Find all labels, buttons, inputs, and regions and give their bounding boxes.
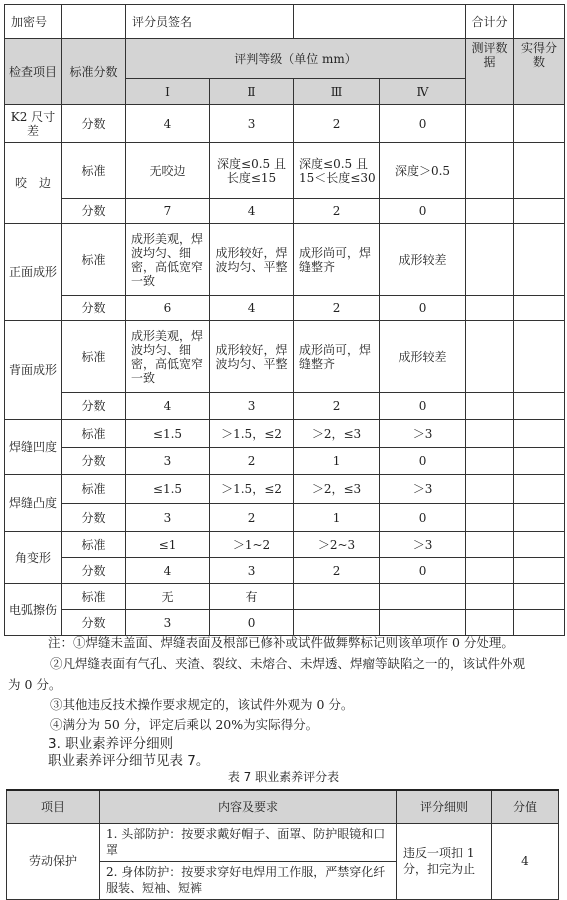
row-label-standard: 标准 <box>62 143 126 199</box>
score-cell: 1 <box>294 504 380 532</box>
standard-cell: 无咬边 <box>126 143 210 199</box>
standard-cell: ＞2，≤3 <box>294 420 380 448</box>
actual-cell <box>514 143 565 199</box>
score-cell: 3 <box>126 610 210 636</box>
score-cell: 4 <box>126 105 210 143</box>
actual-cell <box>514 296 565 321</box>
score-cell: 3 <box>210 558 294 584</box>
actual-score-header: 实得分数 <box>514 39 565 105</box>
measured-cell <box>466 393 514 420</box>
standard-cell: ≤1.5 <box>126 420 210 448</box>
score-cell: 3 <box>126 448 210 475</box>
standard-cell: ＞3 <box>380 420 466 448</box>
measured-cell <box>466 296 514 321</box>
score-cell: 7 <box>126 199 210 224</box>
actual-cell <box>514 504 565 532</box>
grader-signature-header: 评分员签名 <box>126 5 294 39</box>
note-1: 注：①焊缝未盖面、焊缝表面及根部已修补或试件做舞弊标记则该单项作 0 分处理。 <box>48 635 514 650</box>
measured-cell <box>466 143 514 199</box>
item-angular-label: 角变形 <box>5 532 62 584</box>
t7-item-labor-protection: 劳动保护 <box>7 823 100 899</box>
note-2-continued: 为 0 分。 <box>8 677 62 692</box>
encrypt-no-cell <box>62 5 126 39</box>
score-cell: 0 <box>380 558 466 584</box>
level-3-header: Ⅲ <box>294 79 380 105</box>
std-score-header: 标准分数 <box>62 39 126 105</box>
standard-cell: 成形尚可，焊缝整齐 <box>294 224 380 296</box>
standard-cell: ＞1~2 <box>210 532 294 558</box>
empty-cell <box>380 610 466 636</box>
score-cell: 2 <box>294 296 380 321</box>
standard-cell: 成形美观，焊波均匀、细密，高低宽窄一致 <box>126 224 210 296</box>
empty-cell <box>294 584 380 610</box>
row-label-score: 分数 <box>62 296 126 321</box>
t7-header-content: 内容及要求 <box>100 790 397 823</box>
measured-cell <box>466 420 514 448</box>
standard-cell: 深度＞0.5 <box>380 143 466 199</box>
t7-header-value: 分值 <box>492 790 559 823</box>
row-label-standard: 标准 <box>62 224 126 296</box>
row-label-score: 分数 <box>62 610 126 636</box>
encrypt-no-header: 加密号 <box>5 5 62 39</box>
standard-cell: 有 <box>210 584 294 610</box>
score-cell: 0 <box>380 504 466 532</box>
standard-cell: 成形较好，焊波均匀、平整 <box>210 321 294 393</box>
actual-cell <box>514 475 565 504</box>
row-label-score: 分数 <box>62 199 126 224</box>
item-back-form-label: 背面成形 <box>5 321 62 420</box>
score-cell: 2 <box>294 199 380 224</box>
score-cell: 4 <box>126 558 210 584</box>
score-cell: 2 <box>294 105 380 143</box>
level-2-header: Ⅱ <box>210 79 294 105</box>
score-cell: 0 <box>380 393 466 420</box>
grade-heading: 评判等级（单位 mm） <box>126 39 466 79</box>
score-cell: 2 <box>294 393 380 420</box>
empty-cell <box>294 610 380 636</box>
actual-cell <box>514 420 565 448</box>
standard-cell: ＞1.5，≤2 <box>210 475 294 504</box>
note-2: ②凡焊缝表面有气孔、夹渣、裂纹、未熔合、未焊透、焊瘤等缺陷之一的，该试件外观 <box>50 656 526 671</box>
row-label-score: 分数 <box>62 448 126 475</box>
row-label-score: 分数 <box>62 393 126 420</box>
actual-cell <box>514 105 565 143</box>
standard-cell: ＞2，≤3 <box>294 475 380 504</box>
score-cell: 3 <box>210 393 294 420</box>
measured-cell <box>466 448 514 475</box>
row-label-score: 分数 <box>62 504 126 532</box>
item-undercut-label: 咬 边 <box>5 143 62 224</box>
measured-cell <box>466 224 514 296</box>
measured-cell <box>466 504 514 532</box>
measured-cell <box>466 532 514 558</box>
standard-cell: 成形尚可，焊缝整齐 <box>294 321 380 393</box>
standard-cell: 无 <box>126 584 210 610</box>
item-convexity-label: 焊缝凸度 <box>5 475 62 532</box>
item-front-form-label: 正面成形 <box>5 224 62 321</box>
score-cell: 4 <box>210 296 294 321</box>
actual-cell <box>514 532 565 558</box>
row-label-standard: 标准 <box>62 321 126 393</box>
row-label-standard: 标准 <box>62 420 126 448</box>
section-text: 职业素养评分细节见表 7。 <box>48 753 210 769</box>
actual-cell <box>514 321 565 393</box>
section-heading: 3. 职业素养评分细则 <box>48 736 174 752</box>
grader-signature-cell <box>294 5 466 39</box>
item-concavity-label: 焊缝凹度 <box>5 420 62 475</box>
actual-cell <box>514 558 565 584</box>
note-4: ④满分为 50 分，评定后乘以 20%为实际得分。 <box>50 717 319 732</box>
measured-cell <box>466 558 514 584</box>
measured-data-header: 测评数据 <box>466 39 514 105</box>
table7-caption: 表 7 职业素养评分表 <box>227 770 340 784</box>
score-cell: 2 <box>210 448 294 475</box>
row-label-score: 分数 <box>62 105 126 143</box>
total-score-header: 合计分 <box>466 5 514 39</box>
standard-cell: ≤1.5 <box>126 475 210 504</box>
actual-cell <box>514 610 565 636</box>
score-cell: 6 <box>126 296 210 321</box>
actual-cell <box>514 393 565 420</box>
measured-cell <box>466 199 514 224</box>
row-label-standard: 标准 <box>62 475 126 504</box>
t7-header-item: 项目 <box>7 790 100 823</box>
score-cell: 0 <box>380 105 466 143</box>
t7-requirement-1: 1. 头部防护：按要求戴好帽子、面罩、防护眼镜和口罩 <box>100 823 397 861</box>
actual-cell <box>514 199 565 224</box>
actual-cell <box>514 448 565 475</box>
item-arc-strike-label: 电弧擦伤 <box>5 584 62 636</box>
standard-cell: 深度≤0.5 且长度≤15 <box>210 143 294 199</box>
actual-cell <box>514 584 565 610</box>
row-label-score: 分数 <box>62 558 126 584</box>
standard-cell: 深度≤0.5 且 15＜长度≤30 <box>294 143 380 199</box>
standard-cell: ＞2~3 <box>294 532 380 558</box>
welding-score-table <box>4 4 565 636</box>
measured-cell <box>466 610 514 636</box>
total-score-cell <box>514 5 565 39</box>
score-cell: 4 <box>126 393 210 420</box>
t7-value: 4 <box>492 823 559 899</box>
standard-cell: ＞1.5，≤2 <box>210 420 294 448</box>
actual-cell <box>514 224 565 296</box>
t7-rule: 违反一项扣 1 分，扣完为止 <box>397 823 492 899</box>
score-cell: 3 <box>126 504 210 532</box>
score-cell: 2 <box>294 558 380 584</box>
score-cell: 2 <box>210 504 294 532</box>
t7-header-rule: 评分细则 <box>397 790 492 823</box>
standard-cell: ≤1 <box>126 532 210 558</box>
item-k2-label: K2 尺寸差 <box>5 105 62 143</box>
row-label-standard: 标准 <box>62 532 126 558</box>
standard-cell: 成形较差 <box>380 321 466 393</box>
score-cell: 1 <box>294 448 380 475</box>
measured-cell <box>466 475 514 504</box>
t7-requirement-2: 2. 身体防护：按要求穿好电焊用工作服，严禁穿化纤服装、短袖、短裤 <box>100 861 397 899</box>
measured-cell <box>466 105 514 143</box>
empty-cell <box>380 584 466 610</box>
score-cell: 0 <box>210 610 294 636</box>
row-label-standard: 标准 <box>62 584 126 610</box>
measured-cell <box>466 321 514 393</box>
score-cell: 3 <box>210 105 294 143</box>
measured-cell <box>466 584 514 610</box>
note-3: ③其他违反技术操作要求规定的，该试件外观为 0 分。 <box>50 697 354 712</box>
score-cell: 0 <box>380 296 466 321</box>
standard-cell: ＞3 <box>380 475 466 504</box>
standard-cell: ＞3 <box>380 532 466 558</box>
score-cell: 4 <box>210 199 294 224</box>
standard-cell: 成形较好，焊波均匀、平整 <box>210 224 294 296</box>
standard-cell: 成形美观，焊波均匀、细密，高低宽窄一致 <box>126 321 210 393</box>
score-cell: 0 <box>380 448 466 475</box>
standard-cell: 成形较差 <box>380 224 466 296</box>
professional-quality-table <box>6 789 559 900</box>
score-cell: 0 <box>380 199 466 224</box>
level-4-header: Ⅳ <box>380 79 466 105</box>
check-item-header: 检查项目 <box>5 39 62 105</box>
level-1-header: Ⅰ <box>126 79 210 105</box>
